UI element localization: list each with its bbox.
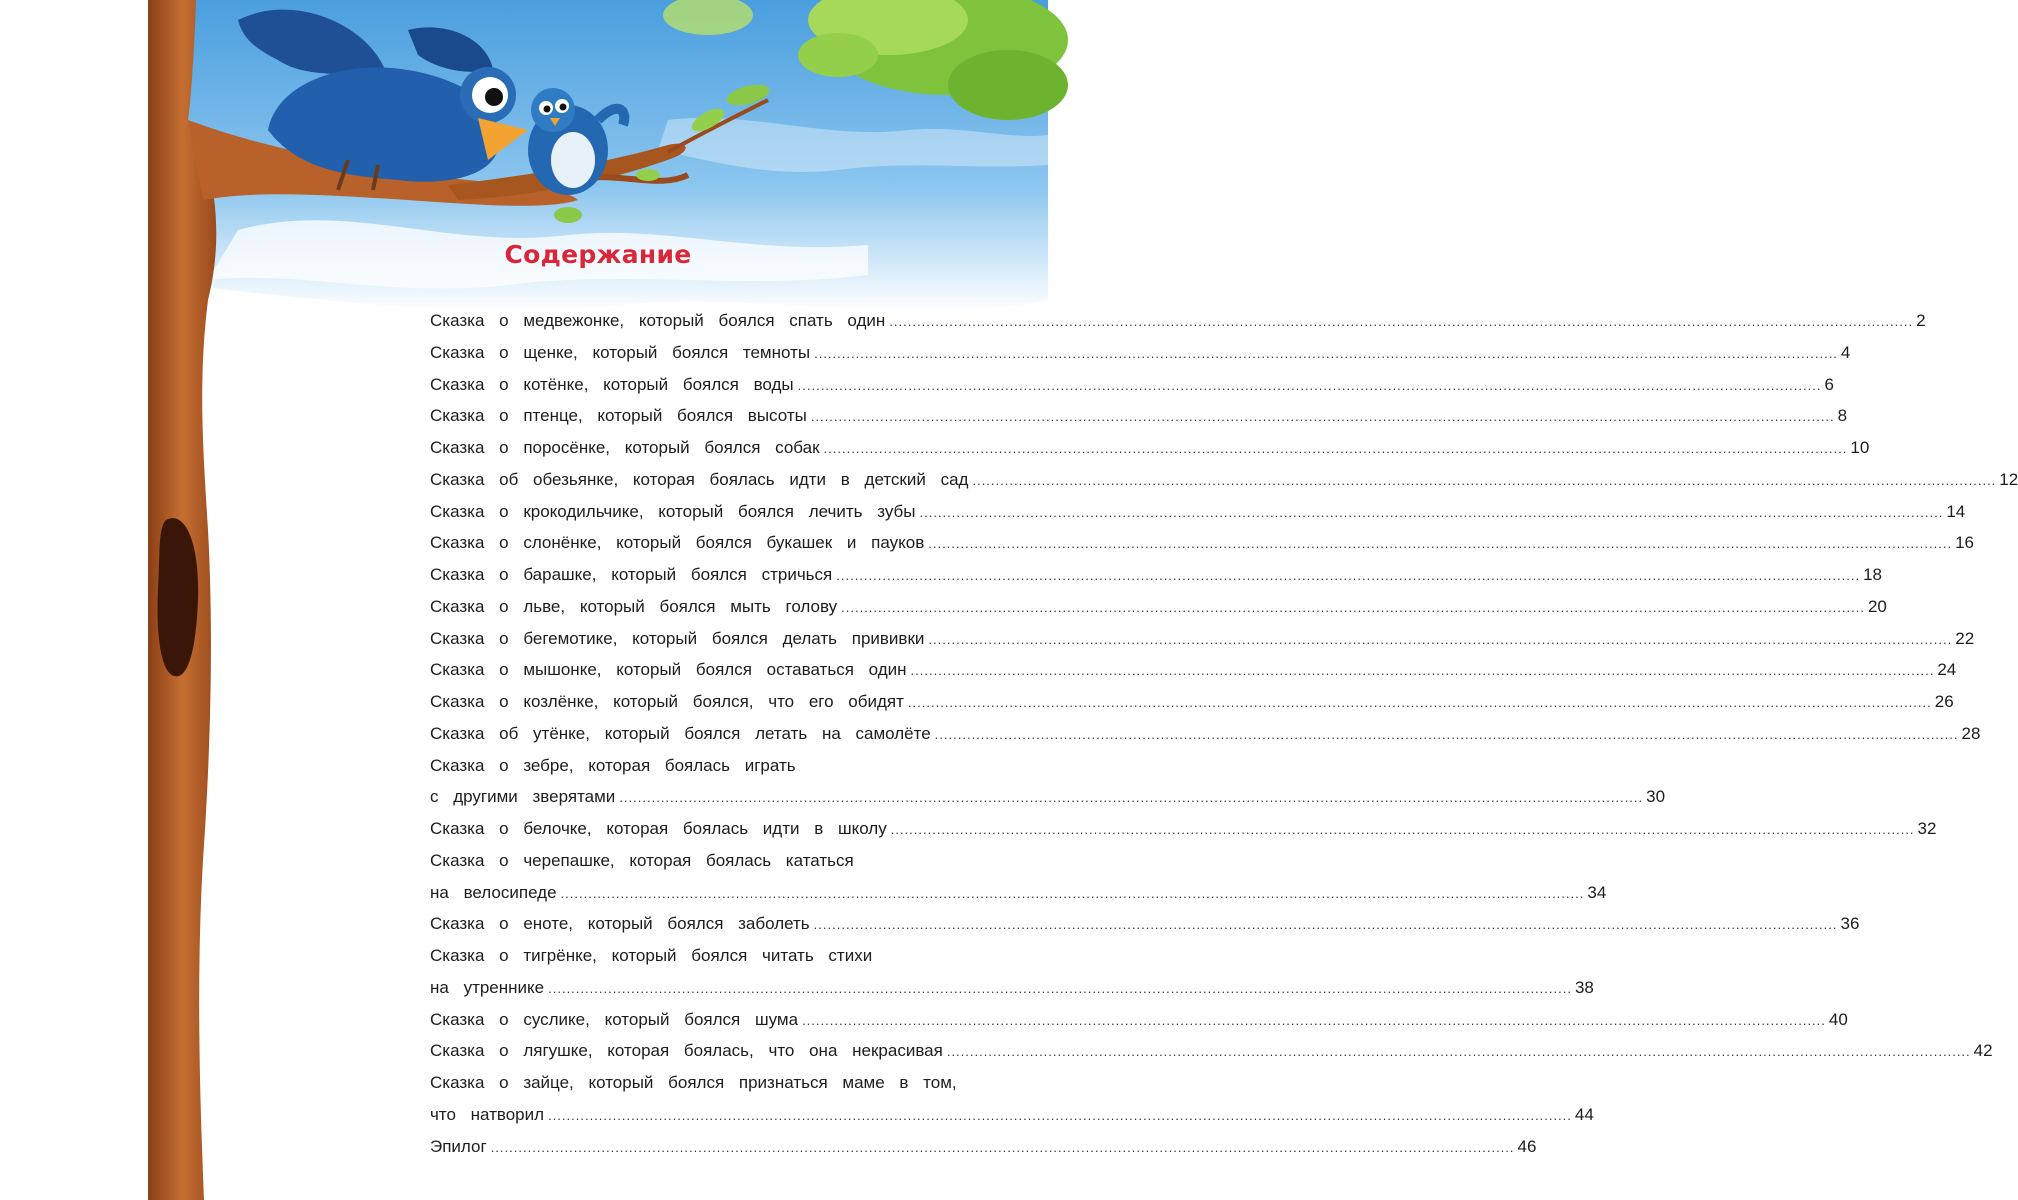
toc-entry-title: Сказка о щенке, который боялся темноты — [430, 342, 811, 362]
toc-entry[interactable] — [430, 464, 2018, 496]
toc-leader-dots — [548, 973, 1572, 1005]
toc-entry-title: Эпилог — [430, 1136, 487, 1156]
page-title: Содержание — [504, 240, 692, 269]
toc-entry[interactable] — [430, 781, 1666, 813]
toc-leader-dots — [841, 592, 1865, 624]
toc-entry[interactable] — [430, 1004, 1848, 1036]
toc-entry[interactable] — [430, 1067, 1110, 1099]
toc-entry[interactable] — [430, 623, 1975, 655]
toc-page-number: 20 — [1867, 596, 1887, 616]
toc-entry-title: на велосипеде — [430, 882, 557, 902]
toc-entry-title: Сказка о поросёнке, который боялся собак — [430, 438, 820, 457]
toc-entry-title: Сказка о зебре, которая боялась играть — [430, 755, 796, 775]
toc-page-number: 8 — [1837, 406, 1848, 426]
toc-entry-title: Сказка о тигрёнке, который боялся читать стихи — [430, 946, 873, 965]
toc-entry[interactable] — [430, 400, 1848, 432]
book-page — [148, 0, 2018, 1200]
toc-leader-dots — [836, 560, 1860, 592]
toc-entry[interactable] — [430, 908, 1860, 940]
toc-leader-dots — [619, 782, 1643, 814]
toc-entry[interactable] — [430, 877, 1607, 909]
toc-entry-title: Сказка о черепашке, которая боялась кататься — [430, 850, 854, 870]
toc-leader-dots — [889, 306, 1913, 338]
toc-page-number: 30 — [1646, 787, 1666, 807]
toc-entry[interactable] — [430, 972, 1594, 1004]
toc-page-number: 4 — [1840, 342, 1851, 362]
toc-entry[interactable] — [430, 1035, 1993, 1067]
toc-entry-title: Сказка о котёнке, который боялся воды — [430, 374, 794, 394]
toc-entry-title: Сказка об обезьянке, которая боялась идти в детский сад — [430, 469, 969, 489]
toc-page-number: 22 — [1955, 628, 1975, 648]
toc-page-number: 28 — [1961, 723, 1981, 743]
toc-page-number: 42 — [1973, 1041, 1993, 1061]
toc-leader-dots — [798, 370, 1822, 402]
toc-leader-dots — [935, 719, 1959, 751]
toc-leader-dots — [972, 465, 1996, 497]
toc-leader-dots — [548, 1100, 1572, 1132]
toc-leader-dots — [814, 909, 1838, 941]
toc-entry[interactable] — [430, 750, 1110, 782]
toc-page-number: 12 — [1999, 469, 2018, 489]
table-of-contents — [430, 305, 2018, 1162]
toc-leader-dots — [561, 878, 1585, 910]
toc-leader-dots — [911, 655, 1935, 687]
toc-page-number: 36 — [1840, 914, 1860, 934]
toc-entry[interactable] — [430, 686, 1954, 718]
toc-leader-dots — [919, 497, 1943, 529]
toc-entry[interactable] — [430, 1099, 1594, 1131]
toc-page-number: 46 — [1517, 1136, 1537, 1156]
toc-entry-title: с другими зверятами — [430, 787, 616, 807]
toc-page-number: 18 — [1863, 565, 1882, 584]
toc-entry[interactable] — [430, 527, 1974, 559]
toc-entry[interactable] — [430, 559, 1882, 591]
toc-entry-title: Сказка о мышонке, который боялся оставаться один — [430, 660, 907, 680]
toc-entry-title: Сказка о крокодильчике, который боялся лечить зубы — [430, 501, 916, 521]
toc-entry-title: Сказка о птенце, который боялся высоты — [430, 406, 807, 426]
toc-leader-dots — [947, 1036, 1971, 1068]
toc-entry-title: что натворил — [430, 1104, 545, 1124]
toc-leader-dots — [908, 687, 1932, 719]
toc-leader-dots — [928, 624, 1952, 656]
toc-leader-dots — [928, 528, 1952, 560]
toc-entry[interactable] — [430, 845, 1110, 877]
toc-page-number: 44 — [1574, 1104, 1594, 1124]
toc-entry[interactable] — [430, 369, 1834, 401]
toc-entry-title: на утреннике — [430, 977, 545, 997]
toc-entry[interactable] — [430, 940, 1110, 972]
toc-page-number: 34 — [1587, 882, 1607, 902]
toc-leader-dots — [802, 1005, 1826, 1037]
toc-leader-dots — [891, 814, 1915, 846]
toc-entry-title: Сказка о еноте, который боялся заболеть — [430, 914, 810, 934]
toc-page-number: 10 — [1850, 438, 1870, 457]
toc-page-number: 32 — [1917, 819, 1937, 838]
toc-entry[interactable] — [430, 718, 1981, 750]
toc-page-number: 2 — [1916, 311, 1926, 330]
toc-entry-title: Сказка о белочке, которая боялась идти в школу — [430, 819, 887, 838]
toc-leader-dots — [824, 433, 1848, 465]
toc-entry[interactable] — [430, 654, 1957, 686]
toc-entry-title: Сказка о барашке, который боялся стричься — [430, 565, 833, 584]
toc-entry[interactable] — [430, 1131, 1537, 1163]
toc-entry-title: Сказка о слонёнке, который боялся букашек и пауков — [430, 533, 925, 553]
toc-page-number: 26 — [1934, 692, 1954, 711]
toc-page-number: 6 — [1824, 374, 1834, 394]
toc-entry-title: Сказка о лягушке, которая боялась, что она некрасивая — [430, 1041, 943, 1061]
toc-entry-title: Сказка о бегемотике, который боялся делать прививки — [430, 628, 925, 648]
toc-entry[interactable] — [430, 496, 1966, 528]
toc-page-number: 40 — [1828, 1009, 1848, 1029]
toc-entry[interactable] — [430, 813, 1937, 845]
toc-entry-title: Сказка о льве, который боялся мыть голову — [430, 596, 838, 616]
toc-entry[interactable] — [430, 432, 1870, 464]
toc-entry-title: Сказка о суслике, который боялся шума — [430, 1009, 799, 1029]
toc-page-number: 38 — [1574, 977, 1594, 997]
toc-leader-dots — [814, 338, 1838, 370]
toc-entry-title: Сказка об утёнке, который боялся летать на самолёте — [430, 723, 931, 743]
toc-entry[interactable] — [430, 305, 1926, 337]
toc-entry[interactable] — [430, 337, 1851, 369]
toc-leader-dots — [491, 1132, 1515, 1164]
toc-entry-title: Сказка о козлёнке, который боялся, что его обидят — [430, 692, 904, 711]
toc-leader-dots — [811, 401, 1835, 433]
toc-entry[interactable] — [430, 591, 1887, 623]
toc-entry-title: Сказка о зайце, который боялся признаться маме в том, — [430, 1073, 957, 1092]
toc-entry-title: Сказка о медвежонке, который боялся спать один — [430, 311, 886, 330]
toc-page-number: 24 — [1937, 660, 1957, 680]
toc-page-number: 14 — [1946, 501, 1966, 521]
toc-page-number: 16 — [1955, 533, 1974, 553]
